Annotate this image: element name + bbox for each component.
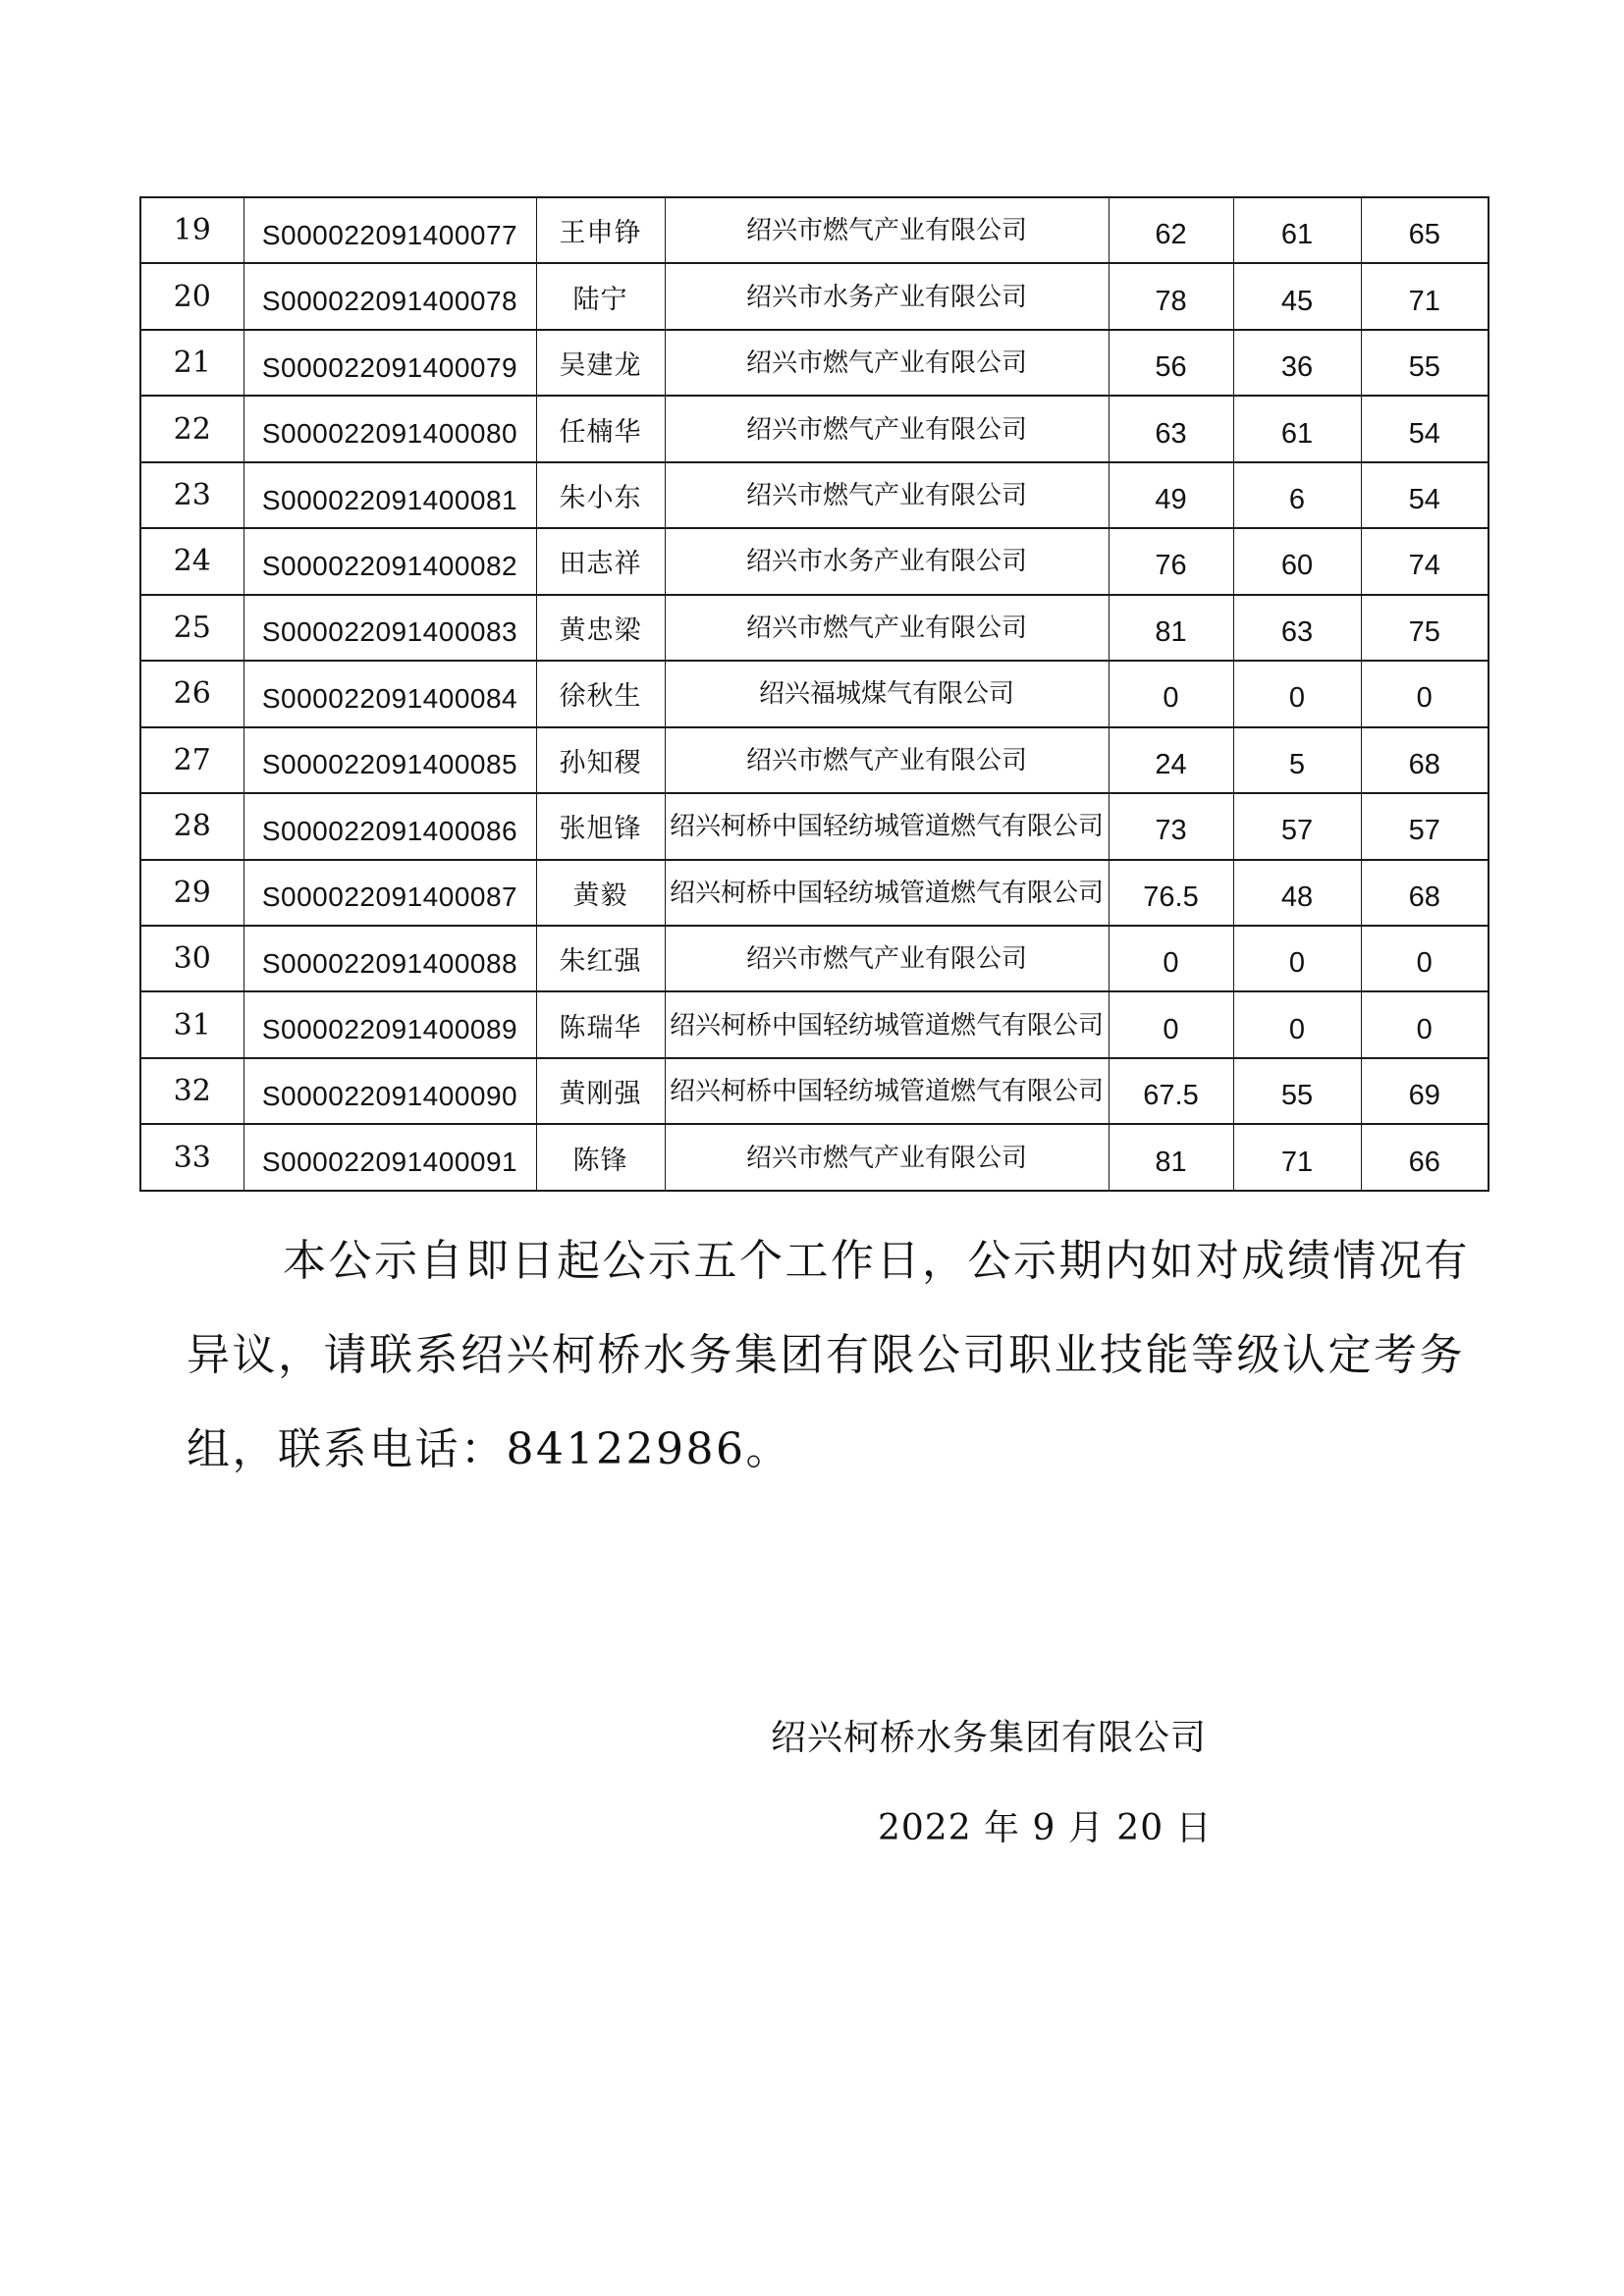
- score-3-cell: 0: [1361, 661, 1489, 726]
- candidate-id-cell: S000022091400079: [244, 330, 536, 396]
- score-2-cell: 55: [1233, 1058, 1361, 1124]
- score-2-cell: 61: [1233, 396, 1361, 461]
- score-1-cell: 73: [1109, 793, 1233, 859]
- candidate-id-cell: S000022091400082: [244, 528, 536, 594]
- score-2-cell: 61: [1233, 197, 1361, 263]
- candidate-name-cell: 陈瑞华: [536, 991, 665, 1057]
- company-cell: 绍兴市燃气产业有限公司: [665, 330, 1109, 396]
- score-1-cell: 76.5: [1109, 860, 1233, 926]
- candidate-name-cell: 黄刚强: [536, 1058, 665, 1124]
- score-1-cell: 62: [1109, 197, 1233, 263]
- row-number-cell: 28: [140, 793, 244, 859]
- company-cell: 绍兴市燃气产业有限公司: [665, 1124, 1109, 1191]
- table-row: [140, 991, 1489, 1057]
- company-cell: 绍兴柯桥中国轻纺城管道燃气有限公司: [665, 991, 1109, 1057]
- candidate-id-cell: S000022091400091: [244, 1124, 536, 1191]
- signature-company-name: 绍兴柯桥水务集团有限公司: [771, 1718, 1208, 1758]
- score-3-cell: 54: [1361, 462, 1489, 528]
- candidate-id-cell: S000022091400077: [244, 197, 536, 263]
- score-table: [139, 196, 1489, 1192]
- row-number-cell: 24: [140, 528, 244, 594]
- score-2-cell: 36: [1233, 330, 1361, 396]
- score-1-cell: 0: [1109, 661, 1233, 726]
- row-number-cell: 30: [140, 926, 244, 991]
- row-number-cell: 31: [140, 991, 244, 1057]
- company-cell: 绍兴市水务产业有限公司: [665, 263, 1109, 329]
- score-1-cell: 63: [1109, 396, 1233, 461]
- table-row: [140, 793, 1489, 859]
- company-cell: 绍兴市燃气产业有限公司: [665, 926, 1109, 991]
- score-2-cell: 6: [1233, 462, 1361, 528]
- score-2-cell: 45: [1233, 263, 1361, 329]
- score-3-cell: 0: [1361, 926, 1489, 991]
- row-number-cell: 29: [140, 860, 244, 926]
- score-1-cell: 0: [1109, 926, 1233, 991]
- table-row: [140, 396, 1489, 461]
- row-number-cell: 19: [140, 197, 244, 263]
- score-1-cell: 81: [1109, 1124, 1233, 1191]
- company-cell: 绍兴柯桥中国轻纺城管道燃气有限公司: [665, 793, 1109, 859]
- signature-date: 2022 年 9 月 20 日: [878, 1808, 1213, 1848]
- candidate-name-cell: 孙知稷: [536, 727, 665, 793]
- score-3-cell: 65: [1361, 197, 1489, 263]
- table-row: [140, 197, 1489, 263]
- table-row: [140, 860, 1489, 926]
- score-1-cell: 78: [1109, 263, 1233, 329]
- table-row: [140, 727, 1489, 793]
- candidate-id-cell: S000022091400084: [244, 661, 536, 726]
- score-2-cell: 0: [1233, 926, 1361, 991]
- candidate-name-cell: 黄毅: [536, 860, 665, 926]
- candidate-id-cell: S000022091400086: [244, 793, 536, 859]
- row-number-cell: 23: [140, 462, 244, 528]
- table-row: [140, 595, 1489, 661]
- company-cell: 绍兴柯桥中国轻纺城管道燃气有限公司: [665, 1058, 1109, 1124]
- candidate-name-cell: 任楠华: [536, 396, 665, 461]
- candidate-id-cell: S000022091400087: [244, 860, 536, 926]
- candidate-id-cell: S000022091400085: [244, 727, 536, 793]
- score-3-cell: 75: [1361, 595, 1489, 661]
- table-row: [140, 1058, 1489, 1124]
- candidate-name-cell: 朱红强: [536, 926, 665, 991]
- candidate-id-cell: S000022091400080: [244, 396, 536, 461]
- company-cell: 绍兴市燃气产业有限公司: [665, 462, 1109, 528]
- company-cell: 绍兴柯桥中国轻纺城管道燃气有限公司: [665, 860, 1109, 926]
- row-number-cell: 32: [140, 1058, 244, 1124]
- candidate-id-cell: S000022091400088: [244, 926, 536, 991]
- row-number-cell: 22: [140, 396, 244, 461]
- table-row: [140, 1124, 1489, 1191]
- candidate-id-cell: S000022091400083: [244, 595, 536, 661]
- score-3-cell: 71: [1361, 263, 1489, 329]
- score-1-cell: 81: [1109, 595, 1233, 661]
- company-cell: 绍兴市燃气产业有限公司: [665, 727, 1109, 793]
- score-3-cell: 66: [1361, 1124, 1489, 1191]
- row-number-cell: 25: [140, 595, 244, 661]
- candidate-id-cell: S000022091400089: [244, 991, 536, 1057]
- score-3-cell: 74: [1361, 528, 1489, 594]
- candidate-name-cell: 陆宁: [536, 263, 665, 329]
- company-cell: 绍兴市燃气产业有限公司: [665, 595, 1109, 661]
- score-3-cell: 68: [1361, 860, 1489, 926]
- candidate-name-cell: 陈锋: [536, 1124, 665, 1191]
- company-cell: 绍兴市燃气产业有限公司: [665, 396, 1109, 461]
- candidate-name-cell: 徐秋生: [536, 661, 665, 726]
- score-2-cell: 48: [1233, 860, 1361, 926]
- table-row: [140, 462, 1489, 528]
- score-2-cell: 0: [1233, 991, 1361, 1057]
- score-1-cell: 49: [1109, 462, 1233, 528]
- row-number-cell: 20: [140, 263, 244, 329]
- candidate-name-cell: 黄忠梁: [536, 595, 665, 661]
- score-3-cell: 57: [1361, 793, 1489, 859]
- candidate-id-cell: S000022091400078: [244, 263, 536, 329]
- row-number-cell: 27: [140, 727, 244, 793]
- score-3-cell: 68: [1361, 727, 1489, 793]
- score-3-cell: 0: [1361, 991, 1489, 1057]
- company-cell: 绍兴福城煤气有限公司: [665, 661, 1109, 726]
- candidate-id-cell: S000022091400090: [244, 1058, 536, 1124]
- score-2-cell: 63: [1233, 595, 1361, 661]
- score-1-cell: 76: [1109, 528, 1233, 594]
- score-1-cell: 0: [1109, 991, 1233, 1057]
- score-1-cell: 67.5: [1109, 1058, 1233, 1124]
- table-row: [140, 330, 1489, 396]
- candidate-name-cell: 田志祥: [536, 528, 665, 594]
- notice-paragraph-line-3: 组，联系电话：84122986。: [187, 1424, 791, 1474]
- candidate-id-cell: S000022091400081: [244, 462, 536, 528]
- candidate-name-cell: 朱小东: [536, 462, 665, 528]
- row-number-cell: 26: [140, 661, 244, 726]
- table-row: [140, 263, 1489, 329]
- score-3-cell: 55: [1361, 330, 1489, 396]
- score-1-cell: 56: [1109, 330, 1233, 396]
- score-3-cell: 54: [1361, 396, 1489, 461]
- score-2-cell: 5: [1233, 727, 1361, 793]
- row-number-cell: 33: [140, 1124, 244, 1191]
- score-3-cell: 69: [1361, 1058, 1489, 1124]
- notice-paragraph-line-1: 本公示自即日起公示五个工作日，公示期内如对成绩情况有: [283, 1236, 1470, 1286]
- row-number-cell: 21: [140, 330, 244, 396]
- score-2-cell: 57: [1233, 793, 1361, 859]
- notice-paragraph-line-2: 异议，请联系绍兴柯桥水务集团有限公司职业技能等级认定考务: [187, 1330, 1465, 1380]
- company-cell: 绍兴市燃气产业有限公司: [665, 197, 1109, 263]
- candidate-name-cell: 张旭锋: [536, 793, 665, 859]
- score-2-cell: 60: [1233, 528, 1361, 594]
- company-cell: 绍兴市水务产业有限公司: [665, 528, 1109, 594]
- score-2-cell: 71: [1233, 1124, 1361, 1191]
- table-row: [140, 926, 1489, 991]
- candidate-name-cell: 王申铮: [536, 197, 665, 263]
- score-2-cell: 0: [1233, 661, 1361, 726]
- score-table-body: [140, 197, 1489, 1191]
- table-row: [140, 528, 1489, 594]
- candidate-name-cell: 吴建龙: [536, 330, 665, 396]
- table-row: [140, 661, 1489, 726]
- score-1-cell: 24: [1109, 727, 1233, 793]
